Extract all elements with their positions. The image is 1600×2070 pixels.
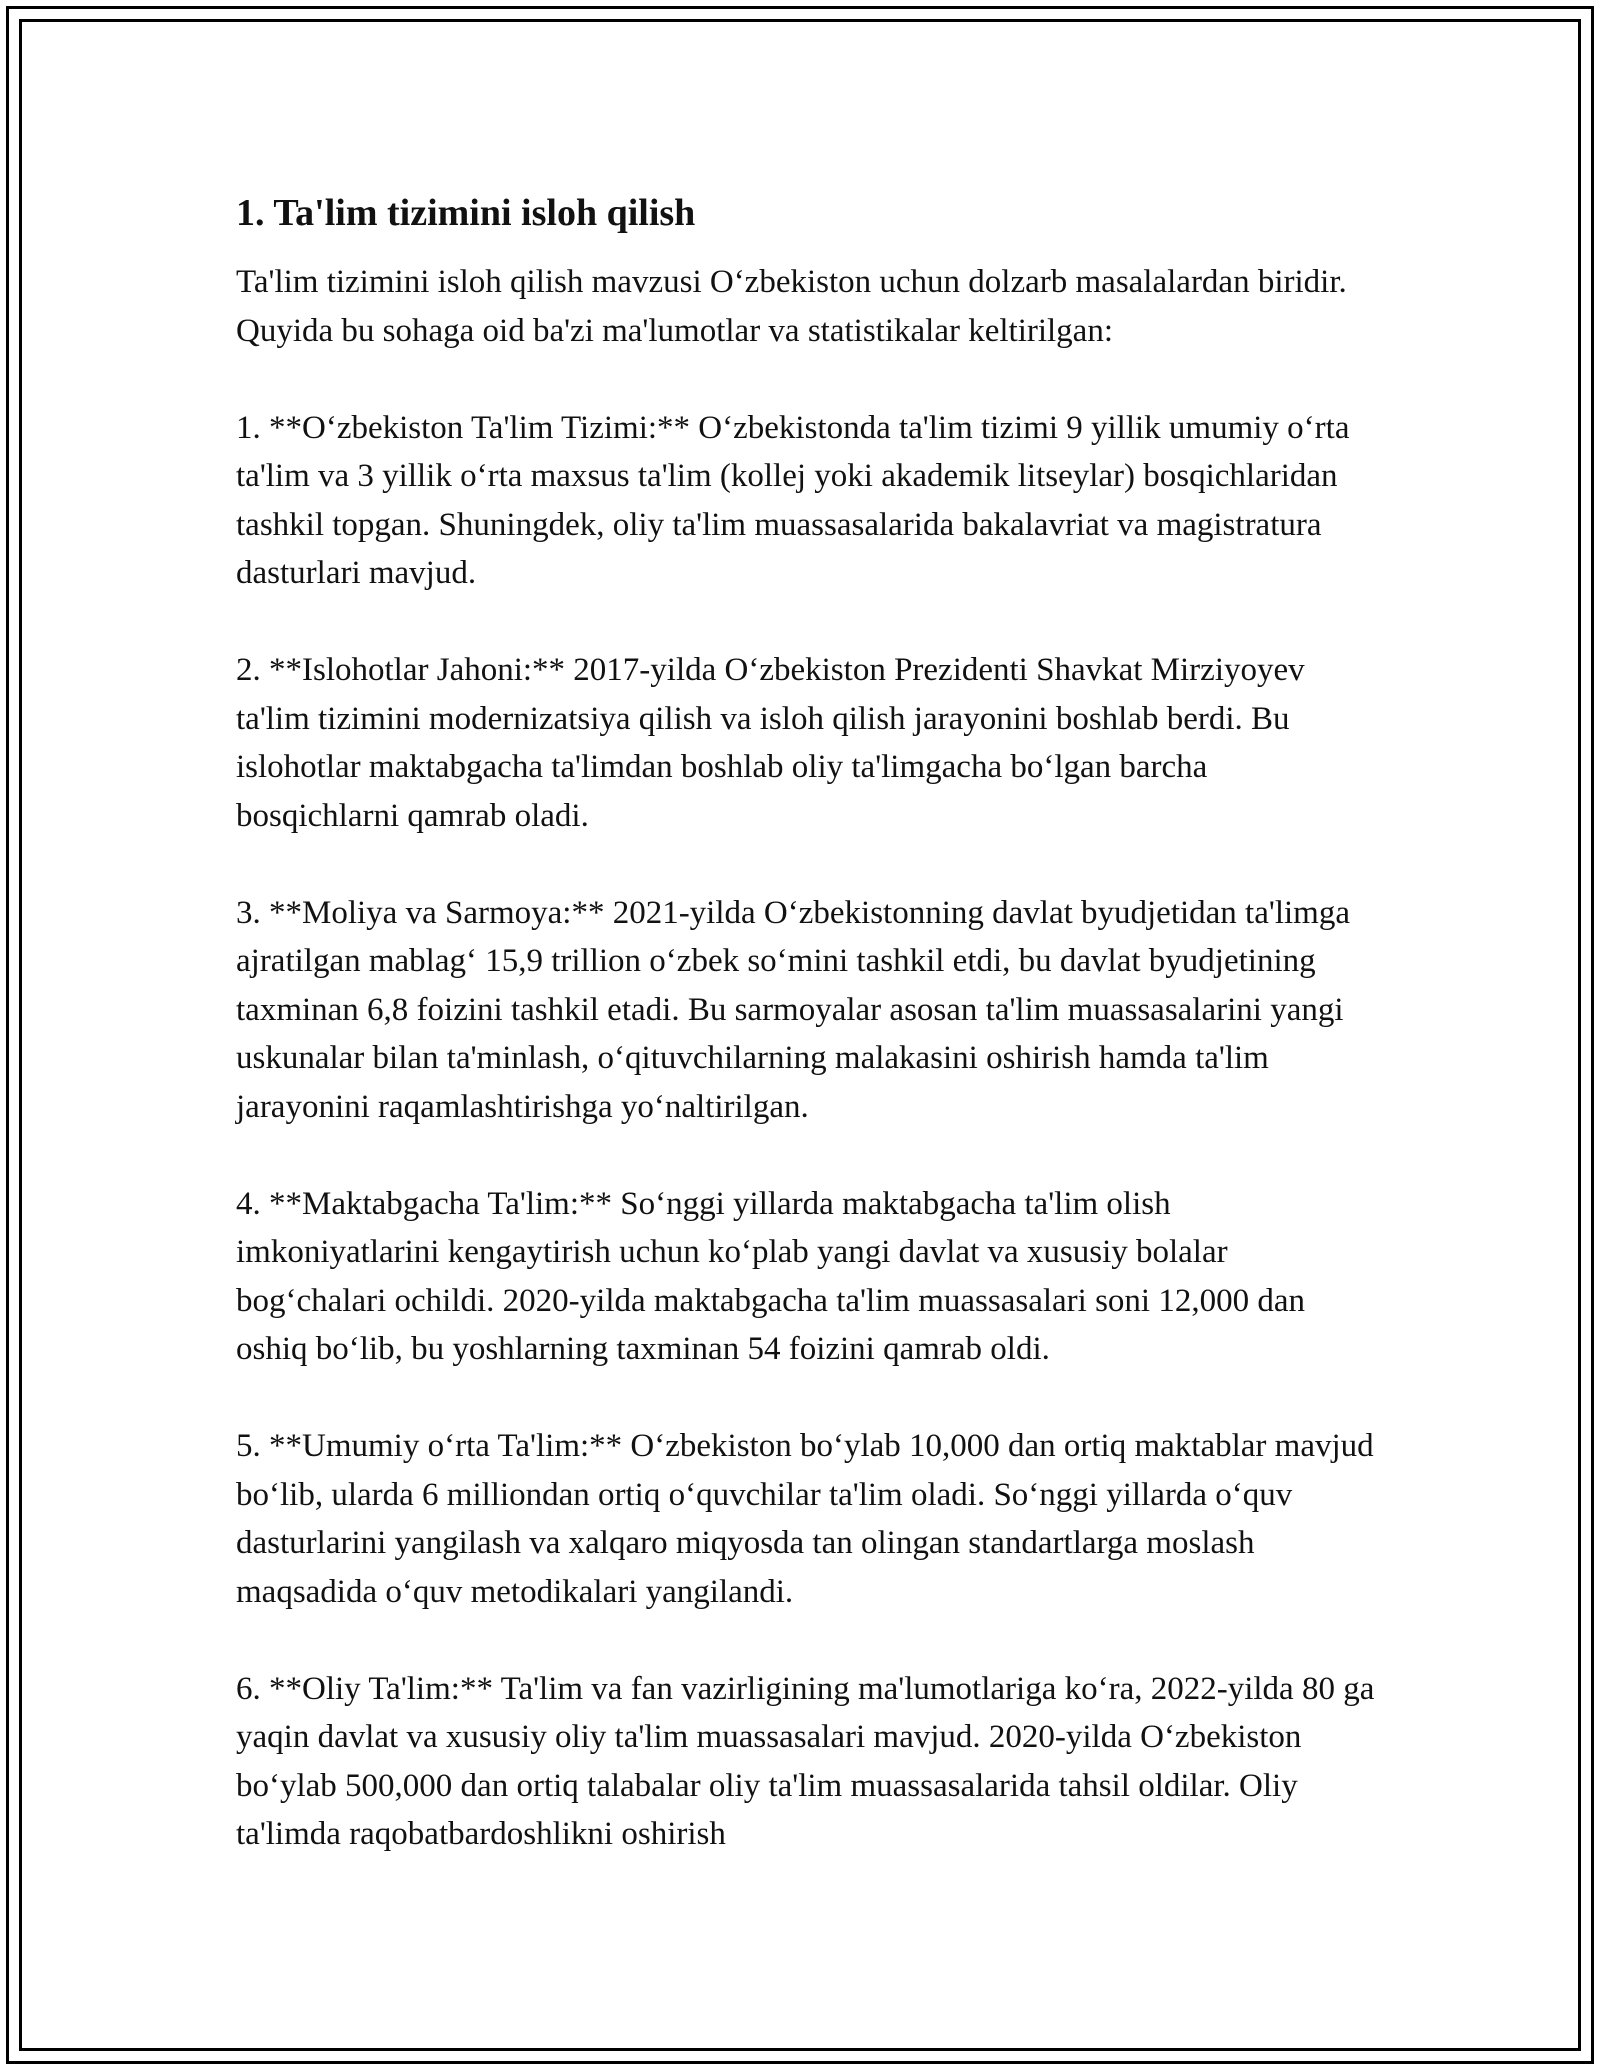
list-item-preschool: 4. **Maktabgacha Ta'lim:** So‘nggi yillarda maktabgacha ta'lim olish imkoniyatlarini kengaytirish uchun ko‘plab yangi davlat va xususiy bolalar bog‘chalari ochildi. 2020-yilda maktabgacha ta'lim muassasalari soni 12,000 dan oshiq bo‘lib, bu yoshlarning taxminan 54 foizini qamrab oldi. bbox=[236, 1185, 1305, 1367]
list-item-education-system: 1. **O‘zbekiston Ta'lim Tizimi:** O‘zbekistonda ta'lim tizimi 9 yillik umumiy o‘rta ta'lim va 3 yillik o‘rta maxsus ta'lim (kollej yoki akademik litseylar) bosqichlaridan tashkil topgan. Shuningdek, oliy ta'lim muassasalarida bakalavriat va magistratura dasturlari mavjud. bbox=[236, 409, 1350, 591]
section-heading: 1. Ta'lim tizimini isloh qilish bbox=[236, 192, 696, 234]
list-item-higher-education: 6. **Oliy Ta'lim:** Ta'lim va fan vazirligining ma'lumotlariga ko‘ra, 2022-yilda 80 ga yaqin davlat va xususiy oliy ta'lim muassasalari mavjud. 2020-yilda O‘zbekiston bo‘ylab 500,000 dan ortiq talabalar oliy ta'lim muassasalarida tahsil oldilar. Oliy ta'limda raqobatbardoshlikni oshirish bbox=[236, 1670, 1375, 1852]
intro-paragraph: Ta'lim tizimini isloh qilish mavzusi O‘zbekiston uchun dolzarb masalalardan biridir. Quyida bu sohaga oid ba'zi ma'lumotlar va statistikalar keltirilgan: bbox=[236, 264, 1347, 349]
document-body bbox=[236, 188, 1376, 1907]
list-item-reforms: 2. **Islohotlar Jahoni:** 2017-yilda O‘zbekiston Prezidenti Shavkat Mirziyoyev ta'lim tizimini modernizatsiya qilish va isloh qilish jarayonini boshlab berdi. Bu islohotlar maktabgacha ta'limdan boshlab oliy ta'limgacha bo‘lgan barcha bosqichlarni qamrab oladi. bbox=[236, 652, 1305, 834]
list-item-finance: 3. **Moliya va Sarmoya:** 2021-yilda O‘zbekistonning davlat byudjetidan ta'limga ajratilgan mablag‘ 15,9 trillion o‘zbek so‘mini tashkil etdi, bu davlat byudjetining taxminan 6,8 foizini tashkil etadi. Bu sarmoyalar asosan ta'lim muassasalarini yangi uskunalar bilan ta'minlash, o‘qituvchilarning malakasini oshirish hamda ta'lim jarayonini raqamlashtirishga yo‘naltirilgan. bbox=[236, 894, 1350, 1125]
list-item-secondary-education: 5. **Umumiy o‘rta Ta'lim:** O‘zbekiston bo‘ylab 10,000 dan ortiq maktablar mavjud bo‘lib, ularda 6 milliondan ortiq o‘quvchilar ta'lim oladi. So‘nggi yillarda o‘quv dasturlarini yangilash va xalqaro miqyosda tan olingan standartlarga moslash maqsadida o‘quv metodikalari yangilandi. bbox=[236, 1428, 1374, 1610]
